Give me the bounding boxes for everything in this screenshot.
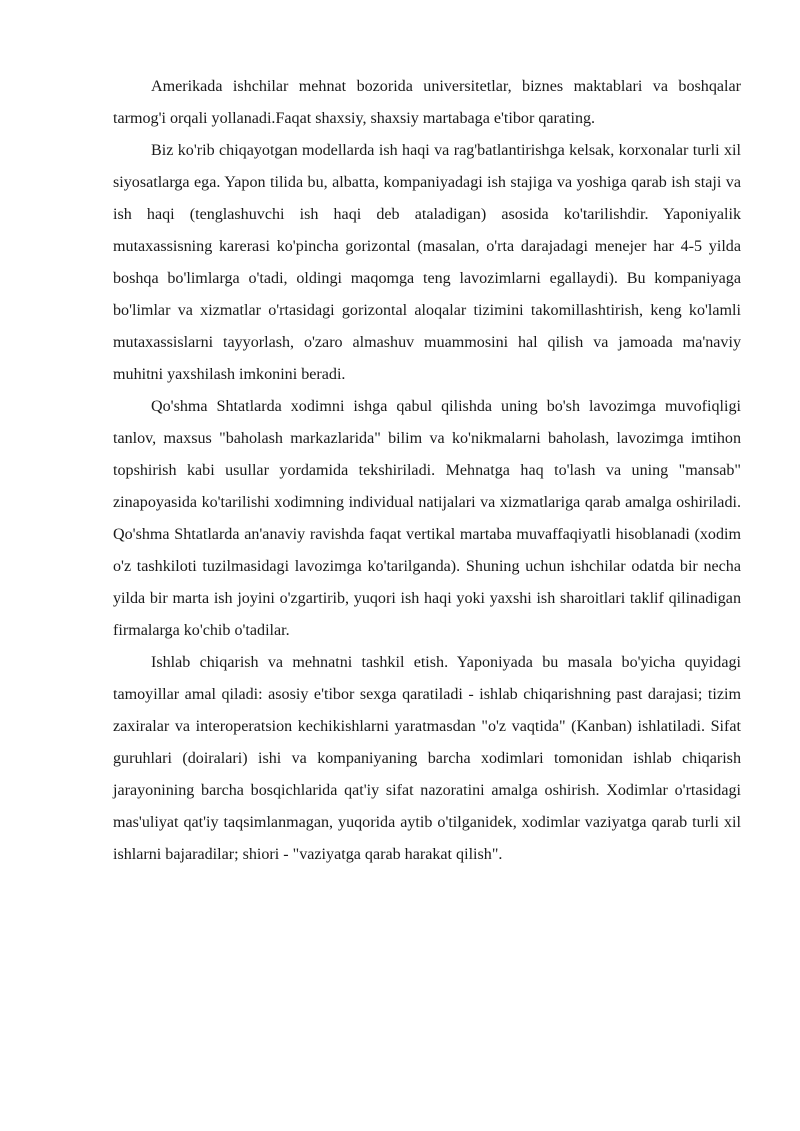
paragraph-hiring-usa: Qo'shma Shtatlarda xodimni ishga qabul qilishda uning bo'sh lavozimga muvofiqligi tanlov, maxsus "baholash markazlarida" bilim va ko'nikmalarni baholash, lavozimga imtihon topshirish kabi usullar yordamida tekshiriladi. Mehnatga haq to'lash va uning "mansab" zinapoyasida ko'tarilishi xodimning individual natijalari va xizmatlariga qarab amalga oshiriladi. Qo'shma Shtatlarda an'anaviy ravishda faqat vertikal martaba muvaffaqiyatli hisoblanadi (xodim o'z tashkiloti tuzilmasidagi lavozimga ko'tarilganda). Shuning uchun ishchilar odatda bir necha yilda bir marta ish joyini o'zgartirib, yuqori ish haqi yoki yaxshi ish sharoitlari taklif qilinadigan firmalarga ko'chib o'tadilar. [113,398,741,639]
paragraph-wages-japan: Biz ko'rib chiqayotgan modellarda ish haqi va rag'batlantirishga kelsak, korxonalar turli xil siyosatlarga ega. Yapon tilida bu, albatta, kompaniyadagi ish stajiga va yoshiga qarab ish staji va ish haqi (tenglashuvchi ish haqi deb ataladigan) asosida ko'tarilishdir. Yaponiyalik mutaxassisning karerasi ko'pincha gorizontal (masalan, o'rta darajadagi menejer har 4-5 yilda boshqa bo'limlarga o'tadi, oldingi maqomga teng lavozimlarni egallaydi). Bu kompaniyaga bo'limlar va xizmatlar o'rtasidagi gorizontal aloqalar tizimini takomillashtirish, keng ko'lamli mutaxassislarni tayyorlash, o'zaro almashuv muammosini hal qilish va jamoada ma'naviy muhitni yaxshilash imkonini beradi. [113,142,741,383]
paragraph-recruitment-usa: Amerikada ishchilar mehnat bozorida universitetlar, biznes maktablari va boshqalar tarmog'i orqali yollanadi.Faqat shaxsiy, shaxsiy martabaga e'tibor qarating. [113,78,741,127]
document-page [113,71,741,871]
paragraph-production-organization: Ishlab chiqarish va mehnatni tashkil etish. Yaponiyada bu masala bo'yicha quyidagi tamoyillar amal qiladi: asosiy e'tibor sexga qaratiladi - ishlab chiqarishning past darajasi; tizim zaxiralar va interoperatsion kechikishlarni yaratmasdan "o'z vaqtida" (Kanban) ishlatiladi. Sifat guruhlari (doiralari) ishi va kompaniyaning barcha xodimlari tomonidan ishlab chiqarish jarayonining barcha bosqichlarida qat'iy sifat nazoratini amalga oshirish. Xodimlar o'rtasidagi mas'uliyat qat'iy taqsimlanmagan, yuqorida aytib o'tilganidek, xodimlar vaziyatga qarab turli xil ishlarni bajaradilar; shiori - "vaziyatga qarab harakat qilish". [113,654,741,863]
